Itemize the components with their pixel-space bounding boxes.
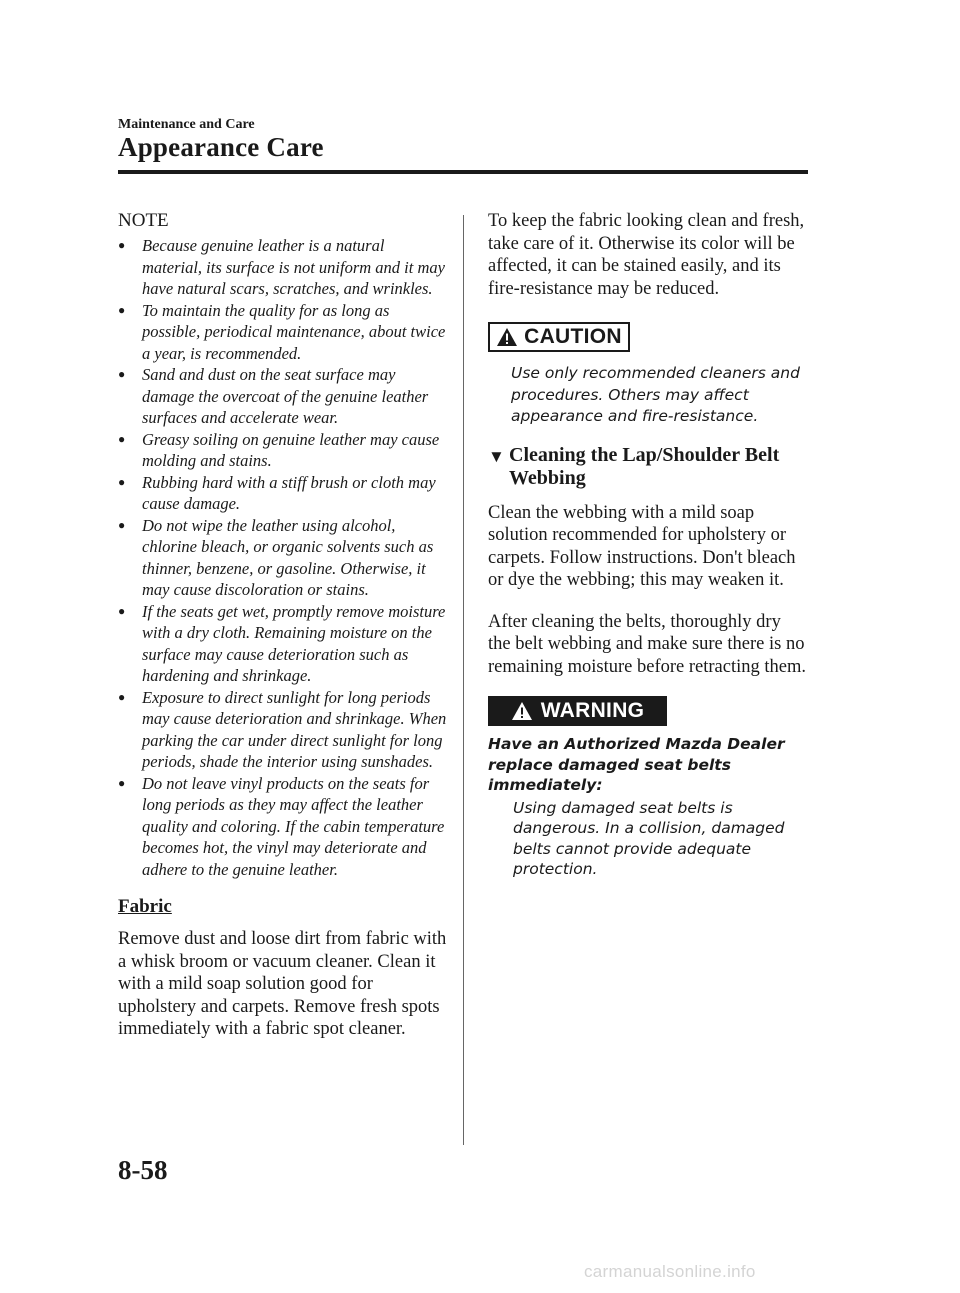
- note-item-text: Exposure to direct sunlight for long periods may cause deterioration and shrinkage. When parking the car under direct sunlight for long periods, shade the interior using sunshades.: [142, 687, 447, 771]
- page-number: 8-58: [118, 1155, 168, 1185]
- note-item-text: Do not wipe the leather using alcohol, chlorine bleach, or organic solvents such as thinner, benzene, or gasoline. Otherwise, it may cause discoloration or stains.: [142, 515, 434, 599]
- watermark: carmanualsonline.info: [584, 1262, 756, 1281]
- caution-text: Use only recommended cleaners and procedures. Others may affect appearance and fire-resistance.: [511, 364, 800, 425]
- note-item-text: Sand and dust on the seat surface may damage the overcoat of the genuine leather surfaces and accelerate wear.: [142, 365, 429, 427]
- left-column: [118, 210, 448, 1041]
- note-item: [118, 601, 448, 687]
- bullet-icon: ●: [118, 238, 126, 252]
- bullet-icon: ●: [118, 517, 126, 532]
- warning-badge: [488, 696, 667, 726]
- note-item-text: Greasy soiling on genuine leather may cause molding and stains.: [142, 429, 440, 470]
- caution-badge: [488, 322, 630, 352]
- note-item-text: Do not leave vinyl products on the seats for long periods as they may affect the leather quality and coloring. If the cabin temperature becomes hot, the vinyl may deteriorate and adhere to the genuine leather.: [142, 773, 445, 879]
- warning-label: WARNING: [540, 699, 645, 722]
- note-list: [118, 235, 448, 880]
- note-title: NOTE: [118, 210, 169, 231]
- bullet-icon: ●: [118, 431, 126, 446]
- note-item: [118, 472, 448, 515]
- bullet-icon: ●: [118, 474, 126, 489]
- belt-cleaning-heading-text: Cleaning the Lap/Shoulder Belt Webbing: [509, 443, 780, 489]
- warning-icon: [511, 701, 533, 721]
- bullet-icon: ●: [118, 689, 126, 704]
- note-item: [118, 429, 448, 472]
- note-item-text: Because genuine leather is a natural material, its surface is not uniform and it may have natural scars, scratches, and wrinkles.: [142, 236, 445, 298]
- bullet-icon: ●: [118, 302, 126, 317]
- caution-icon: [496, 327, 518, 347]
- fabric-care-intro: To keep the fabric looking clean and fresh, take care of it. Otherwise its color will be affected, it can be stained easily, and its fire-resistance may be reduced.: [488, 211, 805, 299]
- bullet-icon: ●: [118, 775, 126, 790]
- fabric-text: Remove dust and loose dirt from fabric with a whisk broom or vacuum cleaner. Clean it with a mild soap solution good for upholstery and carpets. Remove fresh spots immediately with a fabric spot cleaner.: [118, 929, 447, 1039]
- header-rule: [118, 170, 808, 174]
- column-divider: [463, 215, 464, 1145]
- caution-label: CAUTION: [524, 325, 622, 348]
- section-label: Maintenance and Care: [118, 117, 255, 132]
- note-item: [118, 773, 448, 881]
- note-item-text: To maintain the quality for as long as possible, periodical maintenance, about twice a year, is recommended.: [142, 300, 446, 363]
- bullet-icon: ●: [118, 367, 126, 381]
- note-item-text: If the seats get wet, promptly remove moisture with a dry cloth. Remaining moisture on the surface may cause deterioration such as hardening and shrinkage.: [142, 601, 446, 685]
- belt-cleaning-heading: [488, 444, 806, 490]
- warning-lead: Have an Authorized Mazda Dealer replace damaged seat belts immediately:: [488, 735, 785, 794]
- belt-drying-text: After cleaning the belts, thoroughly dry the belt webbing and make sure there is no remaining moisture before retracting them.: [488, 611, 806, 677]
- fabric-heading: Fabric: [118, 896, 172, 917]
- note-item: [118, 687, 448, 773]
- bullet-icon: ●: [118, 603, 126, 618]
- page-title: Appearance Care: [118, 132, 324, 162]
- note-item: [118, 235, 448, 300]
- note-item: [118, 515, 448, 601]
- note-item: [118, 364, 448, 429]
- note-item: [118, 300, 448, 365]
- right-column: [488, 210, 806, 880]
- triangle-down-icon: ▼: [488, 446, 505, 466]
- note-item-text: Rubbing hard with a stiff brush or cloth may cause damage.: [142, 472, 436, 513]
- warning-detail: Using damaged seat belts is dangerous. In a collision, damaged belts cannot provide adequate protection.: [513, 798, 785, 878]
- belt-cleaning-text: Clean the webbing with a mild soap solution recommended for upholstery or carpets. Follow instructions. Don't bleach or dye the webbing; this may weaken it.: [488, 502, 796, 590]
